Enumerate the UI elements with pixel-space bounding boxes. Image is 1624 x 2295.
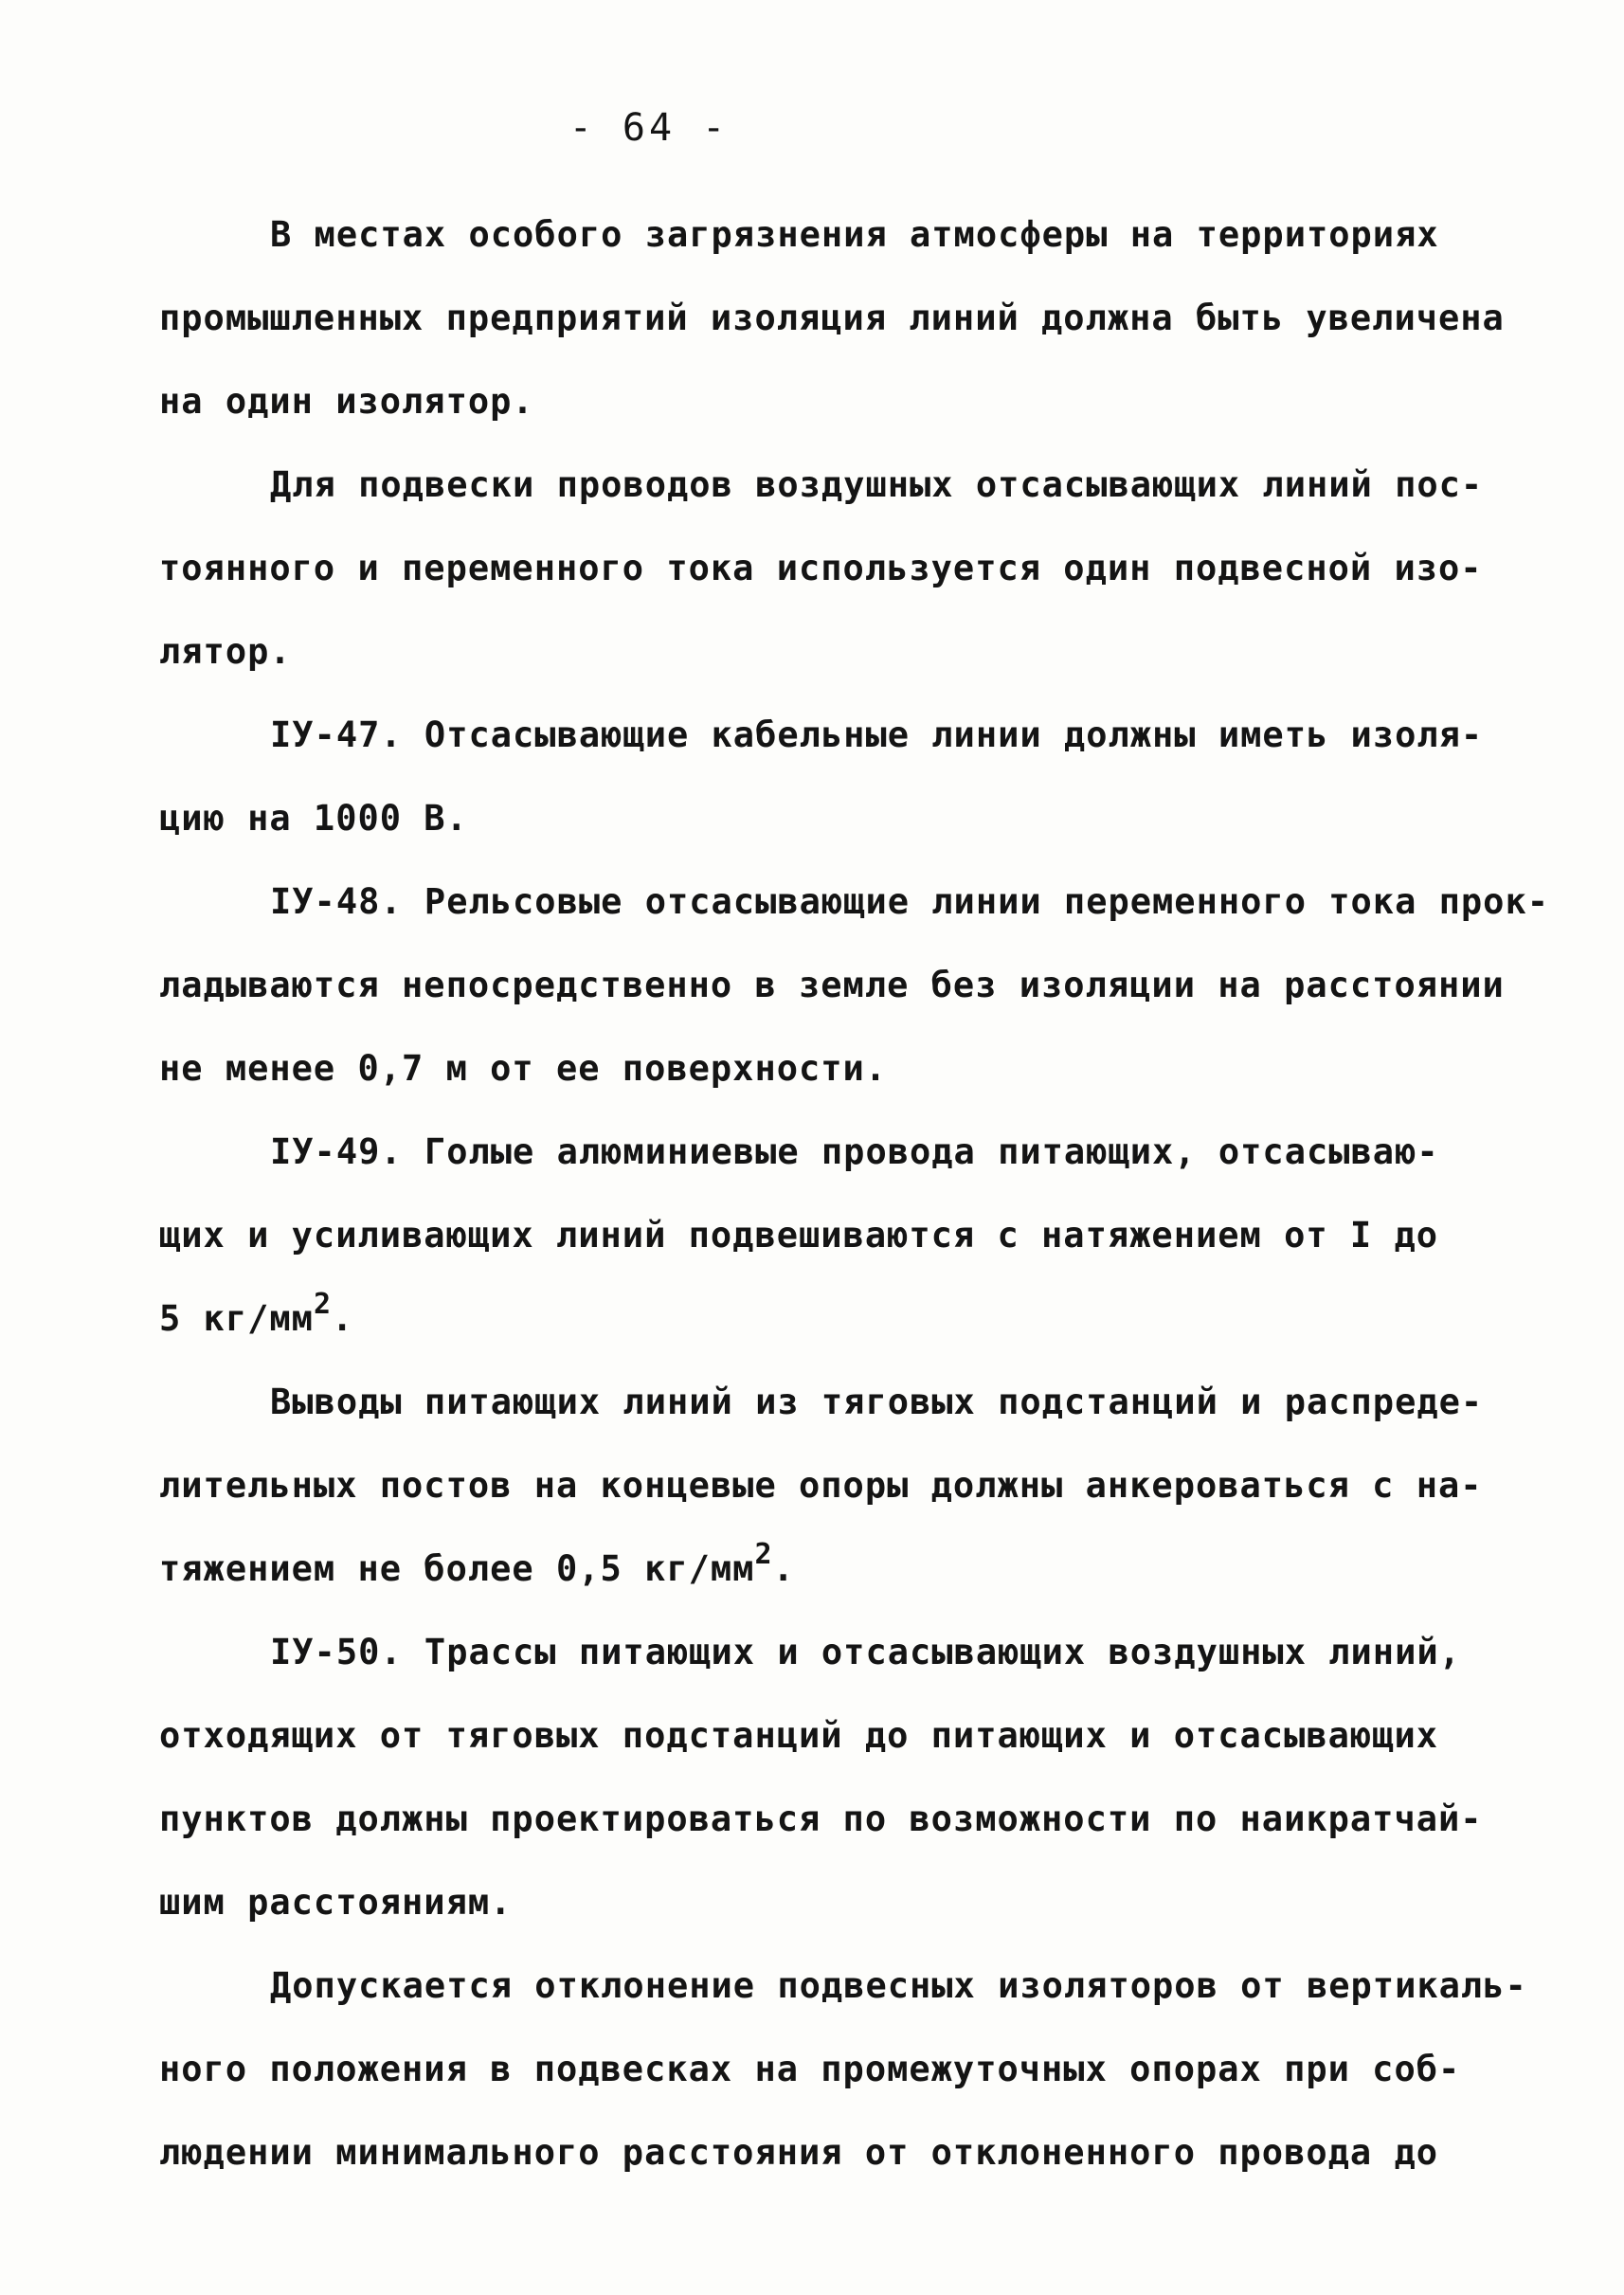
text-line: IУ-47. Отсасывающие кабельные линии должны иметь изоля- bbox=[270, 714, 1484, 755]
text-line: на один изолятор. bbox=[159, 381, 534, 422]
text-line: В местах особого загрязнения атмосферы на территориях bbox=[270, 214, 1439, 255]
text-line: не менее 0,7 м от ее поверхности. bbox=[159, 1048, 888, 1089]
line-end-dot: . bbox=[332, 1298, 354, 1339]
text-line-with-superscript bbox=[159, 1538, 795, 1590]
text-fragment: тяжением не более 0,5 кг/мм bbox=[159, 1548, 755, 1589]
superscript: 2 bbox=[313, 1288, 332, 1321]
text-line: пунктов должны проектироваться по возможности по наикратчай- bbox=[159, 1798, 1483, 1839]
text-fragment: 5 кг/мм bbox=[159, 1298, 314, 1339]
text-line: Допускается отклонение подвесных изоляторов от вертикаль- bbox=[270, 1965, 1527, 2006]
text-line: цию на 1000 В. bbox=[159, 798, 468, 839]
text-line: отходящих от тяговых подстанций до питающих и отсасывающих bbox=[159, 1715, 1439, 1756]
text-line: щих и усиливающих линий подвешиваются с натяжением от I до bbox=[159, 1215, 1439, 1256]
text-line-with-superscript bbox=[159, 1288, 354, 1340]
text-line: IУ-48. Рельсовые отсасывающие линии переменного тока прок- bbox=[270, 881, 1550, 922]
superscript: 2 bbox=[754, 1538, 773, 1571]
text-line: людении минимального расстояния от отклоненного провода до bbox=[159, 2132, 1439, 2173]
text-line: тоянного и переменного тока используется один подвесной изо- bbox=[159, 548, 1483, 588]
text-line: лительных постов на концевые опоры должны анкероваться с на- bbox=[159, 1465, 1483, 1506]
line-end-dot: . bbox=[772, 1548, 795, 1589]
page-number: - 64 - bbox=[568, 106, 730, 150]
text-line: Выводы питающих линий из тяговых подстанций и распреде- bbox=[270, 1382, 1484, 1422]
text-line: Для подвески проводов воздушных отсасывающих линий пос- bbox=[270, 464, 1484, 505]
text-line: ного положения в подвесках на промежуточных опорах при соб- bbox=[159, 2049, 1461, 2089]
text-line: ладываются непосредственно в земле без изоляции на расстоянии bbox=[159, 965, 1505, 1005]
text-line: промышленных предприятий изоляция линий должна быть увеличена bbox=[159, 298, 1505, 338]
text-line: шим расстояниям. bbox=[159, 1882, 513, 1923]
text-line: IУ-49. Голые алюминиевые провода питающих, отсасываю- bbox=[270, 1131, 1439, 1172]
text-line: IУ-50. Трассы питающих и отсасывающих воздушных линий, bbox=[270, 1632, 1461, 1672]
text-line: лятор. bbox=[159, 631, 292, 672]
